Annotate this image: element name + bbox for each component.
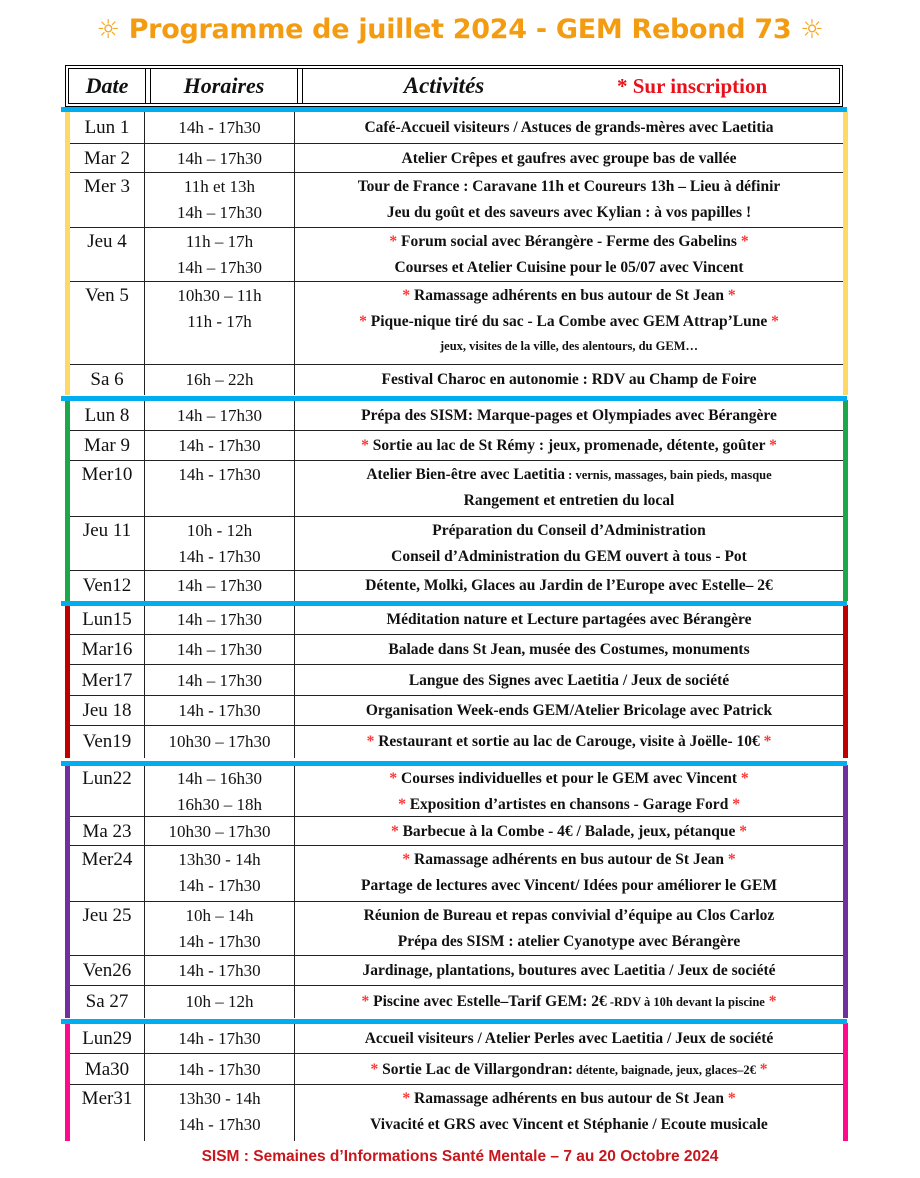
date-cell	[70, 817, 145, 845]
table-row	[70, 228, 843, 282]
activity-line	[295, 605, 843, 635]
table-row	[70, 571, 843, 601]
registration-star-icon: *	[759, 733, 772, 750]
date-cell	[70, 365, 145, 395]
date-text: Mer 3	[84, 176, 130, 197]
horaire-text: 14h - 17h30	[178, 961, 261, 980]
activites-cell	[295, 517, 843, 570]
registration-star-icon: *	[755, 1061, 768, 1078]
date-text: Ven 5	[85, 285, 129, 306]
activites-cell	[295, 846, 843, 901]
horaires-cell	[145, 1054, 295, 1084]
activity-line	[295, 544, 843, 570]
horaire-text: 10h30 – 17h30	[168, 732, 271, 751]
week-separator	[61, 107, 847, 112]
table-row	[70, 902, 843, 956]
date-cell	[70, 846, 145, 901]
table-row	[70, 956, 843, 986]
date-cell	[70, 431, 145, 460]
activites-cell	[295, 571, 843, 601]
table-row	[70, 111, 843, 144]
activity-text: jeux, visites de la ville, des alentours, du GEM…	[440, 339, 698, 353]
date-cell	[70, 696, 145, 725]
activity-text: Exposition d’artistes en chansons - Garage Ford	[409, 796, 729, 813]
activity-line	[295, 200, 843, 226]
activity-line	[295, 309, 843, 335]
registration-star-icon: *	[361, 993, 374, 1010]
activity-detail: détente, baignade, jeux, glaces–2€	[572, 1063, 756, 1077]
horaires-cell	[145, 461, 295, 516]
date-text: Mar 2	[84, 148, 130, 169]
activity-line	[295, 665, 843, 696]
week-separator	[61, 1019, 847, 1024]
activity-line	[295, 903, 843, 929]
date-cell	[70, 282, 145, 364]
title-text: Programme de juillet 2024 - GEM Rebond 73	[128, 14, 792, 45]
horaires-cell	[145, 765, 295, 816]
activity-text: Prépa des SISM : atelier Cyanotype avec Bérangère	[397, 933, 741, 950]
activity-line	[295, 144, 843, 173]
horaire-text: 14h – 16h30	[177, 769, 262, 788]
date-text: Mar16	[81, 639, 133, 660]
activites-cell	[295, 726, 843, 758]
horaire-text: 14h - 17h30	[178, 876, 261, 895]
horaire-text: 14h – 17h30	[177, 576, 262, 595]
week-block	[65, 1023, 843, 1141]
date-cell	[70, 1085, 145, 1141]
activity-text: Méditation nature et Lecture partagées avec Bérangère	[386, 611, 752, 628]
date-cell	[70, 765, 145, 816]
horaires-cell	[145, 517, 295, 570]
activity-text: Partage de lectures avec Vincent/ Idées pour améliorer le GEM	[361, 877, 777, 894]
date-text: Lun 8	[84, 405, 130, 426]
activity-line	[295, 400, 843, 431]
activity-text: Sortie Lac de Villargondran:	[382, 1061, 573, 1078]
horaires-cell	[145, 605, 295, 634]
activity-line	[295, 929, 843, 955]
activity-text: Accueil visiteurs / Atelier Perles avec Laetitia / Jeux de société	[364, 1030, 774, 1047]
horaire-text: 10h30 – 11h	[177, 286, 262, 305]
date-text: Ven12	[82, 575, 132, 596]
registration-star-icon: *	[765, 437, 777, 454]
date-text: Ven19	[82, 731, 132, 752]
horaire-text: 11h et 13h	[183, 177, 256, 196]
week-block	[65, 765, 843, 1018]
registration-star-icon: *	[361, 437, 373, 454]
registration-star-icon: *	[736, 770, 749, 787]
week-block	[65, 400, 843, 601]
horaires-cell	[145, 111, 295, 143]
activity-text: Conseil d’Administration du GEM ouvert à tous - Pot	[391, 548, 747, 565]
date-text: Sa 27	[85, 991, 129, 1012]
horaires-cell	[145, 846, 295, 901]
activity-text: Restaurant et sortie au lac de Carouge, visite à Joëlle- 10€	[378, 733, 760, 750]
registration-star-icon: *	[764, 993, 777, 1010]
table-row	[70, 1054, 843, 1085]
activites-cell	[295, 282, 843, 364]
activity-text: Ramassage adhérents en bus autour de St Jean	[414, 1090, 724, 1107]
horaires-cell	[145, 400, 295, 430]
activites-cell	[295, 696, 843, 725]
horaire-text: 14h – 17h30	[177, 610, 262, 629]
date-text: Mer17	[81, 670, 133, 691]
activity-line	[295, 365, 843, 395]
activity-text: Réunion de Bureau et repas convivial d’équipe au Clos Carloz	[363, 907, 775, 924]
activity-text: Détente, Molki, Glaces au Jardin de l’Europe avec Estelle– 2€	[365, 577, 773, 594]
registration-star-icon: *	[728, 796, 740, 813]
activites-cell	[295, 817, 843, 845]
date-text: Lun22	[82, 768, 132, 789]
activites-cell	[295, 228, 843, 281]
horaires-cell	[145, 726, 295, 758]
activites-cell	[295, 635, 843, 664]
registration-star-icon: *	[389, 770, 401, 787]
activity-text: Rangement et entretien du local	[463, 492, 675, 509]
horaire-text: 10h – 14h	[185, 906, 254, 925]
table-row	[70, 400, 843, 431]
registration-star-icon: *	[390, 823, 403, 840]
activity-text: Ramassage adhérents en bus autour de St Jean	[414, 287, 724, 304]
date-cell	[70, 111, 145, 143]
horaires-cell	[145, 282, 295, 364]
activites-cell	[295, 956, 843, 985]
activites-cell	[295, 665, 843, 695]
registration-star-icon: *	[735, 823, 748, 840]
activites-cell	[295, 431, 843, 460]
activity-text: Forum social avec Bérangère - Ferme des Gabelins	[401, 233, 737, 250]
table-row	[70, 282, 843, 365]
horaires-cell	[145, 1085, 295, 1141]
table-row	[70, 696, 843, 726]
footer-note: SISM : Semaines d’Informations Santé Mentale – 7 au 20 Octobre 2024	[201, 1148, 719, 1165]
table-row	[70, 431, 843, 461]
table-row	[70, 765, 843, 817]
registration-star-icon: *	[359, 313, 371, 330]
horaire-text: 14h – 17h30	[177, 258, 262, 277]
date-text: Mar 9	[84, 435, 130, 456]
activity-line	[295, 635, 843, 665]
date-cell	[70, 635, 145, 664]
date-text: Ven26	[82, 960, 132, 981]
registration-star-icon: *	[398, 796, 410, 813]
activites-cell	[295, 1054, 843, 1084]
date-cell	[70, 665, 145, 695]
activites-cell	[295, 461, 843, 516]
week-separator	[61, 396, 847, 401]
date-text: Mer10	[81, 464, 133, 485]
activity-text: Piscine avec Estelle–Tarif GEM: 2€	[373, 993, 607, 1010]
activity-line	[295, 817, 843, 846]
registration-note: * Sur inscription	[617, 73, 768, 98]
activity-line	[295, 956, 843, 986]
horaire-text: 14h – 17h30	[177, 671, 262, 690]
table-row	[70, 1023, 843, 1054]
activites-cell	[295, 902, 843, 955]
registration-star-icon: *	[767, 313, 779, 330]
activites-cell	[295, 400, 843, 430]
activity-line	[295, 1023, 843, 1054]
horaire-text: 14h - 17h30	[178, 1115, 261, 1134]
horaires-cell	[145, 431, 295, 460]
horaire-text: 14h - 17h30	[178, 465, 261, 484]
date-cell	[70, 1054, 145, 1084]
table-row	[70, 173, 843, 228]
activity-text: Courses et Atelier Cuisine pour le 05/07 avec Vincent	[394, 259, 744, 276]
date-text: Ma30	[84, 1059, 130, 1080]
horaires-cell	[145, 696, 295, 725]
week-separator	[61, 761, 847, 766]
activity-line	[295, 726, 843, 758]
activity-text: Jeu du goût et des saveurs avec Kylian : à vos papilles !	[386, 204, 752, 221]
date-cell	[70, 461, 145, 516]
table-row	[70, 605, 843, 635]
date-cell	[70, 571, 145, 601]
week-block	[65, 111, 843, 395]
activity-line	[295, 571, 843, 601]
horaires-cell	[145, 956, 295, 985]
activites-cell	[295, 605, 843, 634]
date-cell	[70, 173, 145, 227]
registration-star-icon: *	[736, 233, 749, 250]
horaires-cell	[145, 144, 295, 172]
table-row	[70, 846, 843, 902]
horaire-text: 13h30 - 14h	[178, 850, 261, 869]
activity-text: Préparation du Conseil d’Administration	[432, 522, 706, 539]
date-text: Sa 6	[90, 369, 124, 390]
activity-line	[295, 792, 843, 818]
date-text: Lun 1	[84, 117, 130, 138]
activity-line	[295, 1112, 843, 1138]
registration-star-icon: *	[370, 1061, 383, 1078]
week-separator	[61, 601, 847, 606]
sun-icon: ☼	[96, 15, 120, 45]
activity-line	[295, 229, 843, 255]
activites-cell	[295, 365, 843, 395]
horaire-text: 11h – 17h	[185, 232, 254, 251]
date-cell	[70, 228, 145, 281]
activity-line	[295, 255, 843, 281]
activity-text: Vivacité et GRS avec Vincent et Stéphanie / Ecoute musicale	[370, 1116, 768, 1133]
date-text: Jeu 25	[82, 905, 132, 926]
week-block	[65, 605, 843, 758]
page-title	[0, 14, 920, 45]
activity-line	[295, 766, 843, 792]
horaires-cell	[145, 902, 295, 955]
activites-cell	[295, 986, 843, 1018]
horaire-text: 14h - 17h30	[178, 547, 261, 566]
activity-text: Organisation Week-ends GEM/Atelier Bricolage avec Patrick	[365, 702, 773, 719]
date-cell	[70, 605, 145, 634]
activity-line	[295, 696, 843, 726]
activity-line	[295, 847, 843, 873]
activity-line	[295, 431, 843, 461]
horaire-text: 14h – 17h30	[177, 149, 262, 168]
horaire-text: 11h - 17h	[187, 312, 252, 331]
activity-text: Courses individuelles et pour le GEM avec Vincent	[401, 770, 737, 787]
activity-line	[295, 283, 843, 309]
date-cell	[70, 902, 145, 955]
activity-line	[295, 111, 843, 144]
header-activites: Activités	[403, 73, 485, 98]
activity-text: Jardinage, plantations, boutures avec Laetitia / Jeux de société	[362, 962, 776, 979]
week-color-bar	[843, 605, 848, 758]
week-color-bar	[843, 1023, 848, 1141]
horaire-text: 14h – 17h30	[177, 640, 262, 659]
activity-text: Atelier Bien-être avec Laetitia	[366, 466, 566, 483]
horaires-cell	[145, 635, 295, 664]
table-row	[70, 517, 843, 571]
registration-star-icon: *	[402, 851, 415, 868]
horaires-cell	[145, 817, 295, 845]
date-cell	[70, 986, 145, 1018]
date-cell	[70, 726, 145, 758]
table-header	[65, 65, 843, 107]
table-row	[70, 1085, 843, 1141]
activity-detail: -RDV à 10h devant la piscine	[606, 995, 765, 1009]
horaires-cell	[145, 1023, 295, 1053]
activites-cell	[295, 144, 843, 172]
table-row	[70, 986, 843, 1018]
date-text: Ma 23	[82, 821, 132, 842]
activity-text: Pique-nique tiré du sac - La Combe avec GEM Attrap’Lune	[370, 313, 768, 330]
horaire-text: 14h - 17h30	[178, 436, 261, 455]
horaires-cell	[145, 665, 295, 695]
date-cell	[70, 517, 145, 570]
date-cell	[70, 956, 145, 985]
date-cell	[70, 1023, 145, 1053]
activity-line	[295, 518, 843, 544]
date-cell	[70, 400, 145, 430]
horaire-text: 14h - 17h30	[178, 1029, 261, 1048]
registration-star-icon: *	[723, 1090, 736, 1107]
activites-cell	[295, 765, 843, 816]
horaire-text: 10h30 – 17h30	[168, 822, 271, 841]
horaire-text: 16h30 – 18h	[177, 795, 262, 814]
header-date: Date	[85, 73, 129, 98]
date-text: Mer31	[81, 1088, 133, 1109]
activity-text: Langue des Signes avec Laetitia / Jeux de société	[408, 672, 730, 689]
registration-star-icon: *	[389, 233, 402, 250]
activity-text: Café-Accueil visiteurs / Astuces de grands-mères avec Laetitia	[364, 119, 774, 136]
horaires-cell	[145, 571, 295, 601]
activity-line	[295, 335, 843, 357]
activity-text: Barbecue à la Combe - 4€ / Balade, jeux, pétanque	[402, 823, 736, 840]
table-row	[70, 635, 843, 665]
horaire-text: 14h - 17h30	[178, 701, 261, 720]
horaire-text: 10h – 12h	[185, 992, 254, 1011]
activity-detail: : vernis, massages, bain pieds, masque	[565, 468, 772, 482]
activites-cell	[295, 1085, 843, 1141]
activity-line	[295, 986, 843, 1018]
activity-text: Atelier Crêpes et gaufres avec groupe bas de vallée	[401, 150, 737, 167]
activites-cell	[295, 1023, 843, 1053]
activity-line	[295, 1086, 843, 1112]
activites-cell	[295, 111, 843, 143]
date-text: Jeu 11	[82, 520, 132, 541]
week-color-bar	[843, 765, 848, 1018]
table-row	[70, 817, 843, 846]
date-cell	[70, 144, 145, 172]
activity-line	[295, 1054, 843, 1086]
date-text: Lun15	[82, 609, 132, 630]
registration-star-icon: *	[402, 287, 415, 304]
horaire-text: 14h - 17h30	[178, 932, 261, 951]
horaires-cell	[145, 228, 295, 281]
date-text: Lun29	[82, 1028, 132, 1049]
registration-star-icon: *	[402, 1090, 415, 1107]
horaire-text: 16h – 22h	[185, 370, 254, 389]
activity-text: Balade dans St Jean, musée des Costumes, monuments	[388, 641, 750, 658]
week-color-bar	[843, 400, 848, 601]
horaires-cell	[145, 365, 295, 395]
table-row	[70, 665, 843, 696]
registration-star-icon: *	[366, 733, 379, 750]
activity-text: Sortie au lac de St Rémy : jeux, promenade, détente, goûter	[372, 437, 766, 454]
horaire-text: 13h30 - 14h	[178, 1089, 261, 1108]
horaires-cell	[145, 173, 295, 227]
sun-icon: ☼	[800, 15, 824, 45]
horaire-text: 14h - 17h30	[178, 118, 261, 137]
table-row	[70, 461, 843, 517]
week-color-bar	[843, 111, 848, 395]
activity-text: Festival Charoc en autonomie : RDV au Champ de Foire	[381, 371, 757, 388]
registration-star-icon: *	[723, 287, 736, 304]
table-row	[70, 365, 843, 395]
activites-cell	[295, 173, 843, 227]
date-text: Mer24	[81, 849, 133, 870]
horaire-text: 14h – 17h30	[177, 406, 262, 425]
registration-star-icon: *	[723, 851, 736, 868]
activity-line	[295, 873, 843, 899]
table-row	[70, 726, 843, 758]
activity-line	[295, 462, 843, 488]
activity-line	[295, 488, 843, 514]
date-text: Jeu 4	[87, 231, 127, 252]
activity-text: Prépa des SISM: Marque-pages et Olympiades avec Bérangère	[361, 407, 777, 424]
activity-text: Tour de France : Caravane 11h et Coureurs 13h – Lieu à définir	[357, 178, 781, 195]
date-text: Jeu 18	[82, 700, 132, 721]
horaire-text: 10h - 12h	[186, 521, 253, 540]
horaires-cell	[145, 986, 295, 1018]
horaire-text: 14h - 17h30	[178, 1060, 261, 1079]
header-horaires: Horaires	[183, 73, 265, 98]
table-row	[70, 144, 843, 173]
horaire-text: 14h – 17h30	[177, 203, 262, 222]
activity-text: Ramassage adhérents en bus autour de St Jean	[414, 851, 724, 868]
activity-line	[295, 174, 843, 200]
